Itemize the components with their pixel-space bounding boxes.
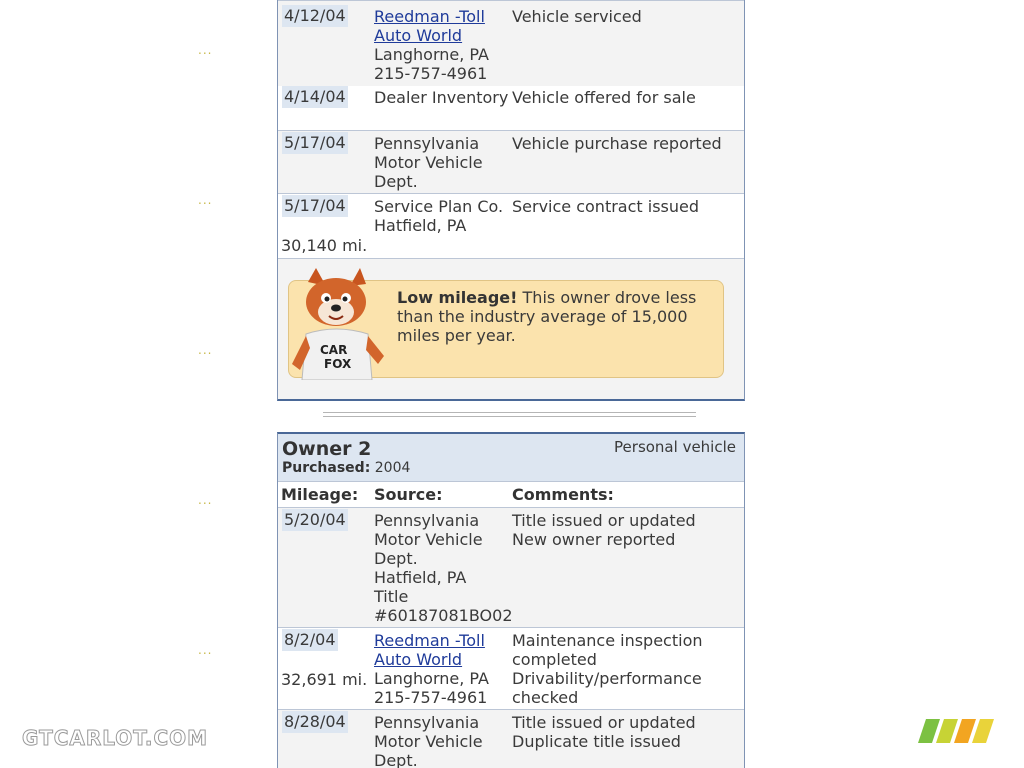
source-line: Motor Vehicle [374,530,483,549]
table-row [278,0,744,87]
source-line: 215-757-4961 [374,688,488,707]
record-date: 5/20/04 [284,510,346,529]
owner-title: Owner 2 [282,438,372,460]
record-comments [512,134,740,153]
table-row [278,508,744,628]
record-source [374,134,504,191]
col-mileage-header: Mileage: [281,485,359,504]
comment-line: checked [512,688,579,707]
record-source [374,511,513,625]
purchased-label: Purchased: [282,460,371,476]
side-dots: ... [198,193,213,207]
record-source [374,88,509,107]
record-date: 5/17/04 [284,133,346,152]
low-mileage-text [397,288,723,345]
source-line: Service Plan Co. [374,197,504,216]
source-line: Hatfield, PA [374,216,467,235]
table-row [278,628,744,710]
record-mileage: 30,140 mi. [281,236,368,255]
side-dots: ... [198,493,213,507]
low-mileage-body: This owner drove less than the industry average of 15,000 miles per year. [397,288,697,345]
table-row [278,194,744,259]
record-date: 5/17/04 [284,196,346,215]
dealer-link[interactable]: Reedman -Toll [374,631,485,650]
record-comments [512,511,740,549]
record-comments [512,197,740,216]
owner-purchased [282,460,410,477]
record-source [374,7,504,83]
owner-2-history-panel [277,432,745,768]
col-comments-header: Comments: [512,485,614,504]
side-dots: ... [198,643,213,657]
record-comments [512,713,740,751]
dealer-link[interactable]: Auto World [374,26,463,45]
comment-line: New owner reported [512,530,676,549]
carfox-mascot-icon [286,268,390,380]
source-line: Motor Vehicle [374,153,483,172]
owner-header [278,434,744,482]
owner-divider [323,412,696,417]
record-source [374,631,504,707]
source-line: Dealer Inventory [374,88,509,107]
table-row [278,131,744,194]
record-mileage: 32,691 mi. [281,670,368,689]
source-line: #60187081BO02 [374,606,513,625]
purchased-value: 2004 [374,460,411,476]
source-line: Pennsylvania [374,511,480,530]
dealer-link[interactable]: Reedman -Toll [374,7,485,26]
dealer-link[interactable]: Auto World [374,650,463,669]
record-source [374,197,504,235]
source-line: Pennsylvania [374,134,480,153]
comment-line: Vehicle serviced [512,7,642,26]
mascot-shirt-text: CAR [320,343,348,357]
source-line: Pennsylvania [374,713,480,732]
side-dots: ... [198,43,213,57]
comment-line: Maintenance inspection [512,631,703,650]
column-headers [278,482,744,508]
record-source [374,713,504,768]
record-date: 4/14/04 [284,87,346,106]
comment-line: Vehicle purchase reported [512,134,722,153]
mascot-shirt-text: FOX [324,357,352,371]
source-line: Langhorne, PA [374,669,489,688]
comment-line: completed [512,650,597,669]
comment-line: Title issued or updated [512,713,696,732]
source-line: Langhorne, PA [374,45,489,64]
source-line: Dept. [374,751,418,768]
source-line: 215-757-4961 [374,64,488,83]
comment-line: Title issued or updated [512,511,696,530]
owner-1-history-panel [277,0,745,401]
table-row [278,710,744,768]
record-comments [512,631,740,707]
side-dots: ... [198,343,213,357]
record-date: 4/12/04 [284,6,346,25]
comment-line: Drivability/performance [512,669,702,688]
comment-line: Duplicate title issued [512,732,681,751]
record-date: 8/2/04 [284,630,336,649]
brand-stripes-icon [918,719,1000,743]
record-comments [512,88,740,107]
source-line: Title [374,587,409,606]
source-line: Dept. [374,172,418,191]
comment-line: Vehicle offered for sale [512,88,696,107]
source-line: Hatfield, PA [374,568,467,587]
table-row [278,86,744,131]
record-comments [512,7,740,26]
watermark-text: GTCARLOT.COM [22,726,209,750]
comment-line: Service contract issued [512,197,700,216]
source-line: Motor Vehicle [374,732,483,751]
low-mileage-heading: Low mileage! [397,288,518,307]
source-line: Dept. [374,549,418,568]
col-source-header: Source: [374,485,443,504]
record-date: 8/28/04 [284,712,346,731]
owner-vehicle-type: Personal vehicle [614,438,736,456]
